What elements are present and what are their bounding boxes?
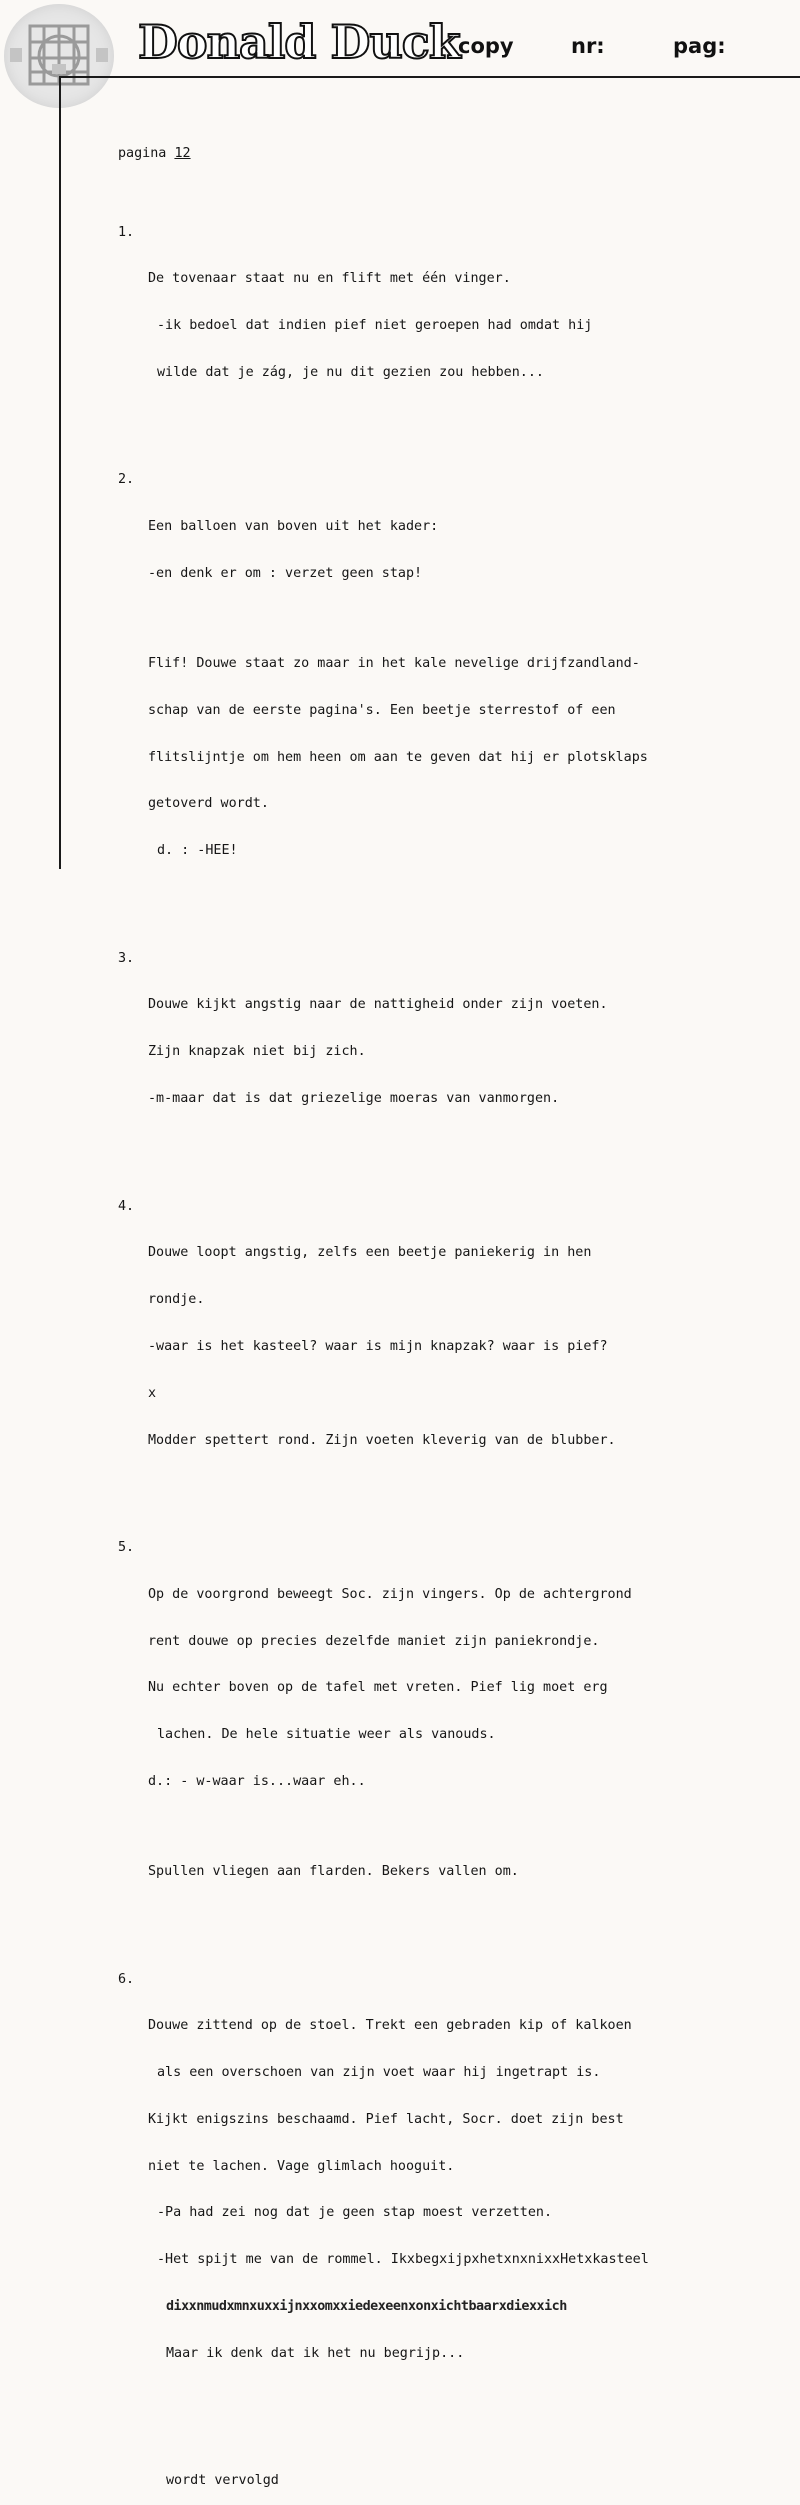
item-line: niet te lachen. Vage glimlach hooguit.: [148, 2158, 455, 2174]
script-item-1: [118, 225, 788, 412]
item-line: flitslijntje om hem heen om aan te geven dat hij er plotsklaps: [148, 749, 648, 765]
item-line: Douwe zittend op de stoel. Trekt een gebraden kip of kalkoen: [148, 2018, 632, 2034]
item-line: Flif! Douwe staat zo maar in het kale nevelige drijfzandland-: [148, 656, 640, 671]
item-line: -waar is het kasteel? waar is mijn knapzak? waar is pief?: [148, 1338, 608, 1354]
header-rule: [60, 76, 800, 78]
item-line: Douwe kijkt angstig naar de nattigheid onder zijn voeten.: [148, 997, 608, 1013]
script-item-5: [118, 1540, 788, 1911]
margin-rule: [59, 76, 61, 869]
item-line: De tovenaar staat nu en flift met één vinger.: [148, 271, 511, 287]
pagina-label: pagina: [118, 146, 167, 162]
item-line: Een balloen van boven uit het kader:: [148, 519, 439, 535]
script-item-6: [118, 1972, 788, 2393]
item-line: getoverd wordt.: [148, 796, 269, 812]
pag-label: pag:: [673, 34, 726, 58]
donald-duck-title: Donald Duck: [138, 15, 460, 69]
item-line: -Pa had zei nog dat je geen stap moest verzetten.: [157, 2205, 553, 2221]
item-number: 2.: [118, 472, 135, 488]
item-line: rent douwe op precies dezelfde maniet zijn paniekrondje.: [148, 1633, 600, 1649]
script-item-4: [118, 1199, 788, 1480]
script-item-3: [118, 951, 788, 1138]
item-line: -m-maar dat is dat griezelige moeras van vanmorgen.: [148, 1091, 560, 1107]
item-number: 5.: [118, 1540, 135, 1556]
letterhead: [0, 0, 800, 108]
item-line: wilde dat je zág, je nu dit gezien zou hebben...: [157, 364, 544, 380]
struck-out-line: dixxnmudxmnxuxxijnxxomxxiedexeenxonxichtbaarxdiexxich: [166, 2298, 567, 2314]
item-line: als een overschoen van zijn voet waar hij ingetrapt is.: [157, 2065, 601, 2081]
pagina-number: 12: [174, 146, 191, 162]
item-line: Douwe loopt angstig, zelfs een beetje paniekerig in hen: [148, 1245, 592, 1261]
nr-label: nr:: [571, 34, 605, 58]
item-number: 6.: [118, 1971, 135, 1987]
item-line: schap van de eerste pagina's. Een beetje sterrestof of een: [148, 702, 616, 718]
item-number: 3.: [118, 950, 135, 966]
item-line: -Het spijt me van de rommel. IkxbegxijpxhetxnxnixxHetxkasteel: [157, 2252, 649, 2268]
item-line: Zijn knapzak niet bij zich.: [148, 1044, 366, 1060]
continued-note: wordt vervolgd: [166, 2473, 279, 2489]
copy-label: copy: [458, 34, 514, 58]
item-line: rondje.: [148, 1292, 205, 1308]
item-line: Maar ik denk dat ik het nu begrijp...: [166, 2345, 465, 2361]
item-number: 4.: [118, 1198, 135, 1214]
page-heading: [118, 146, 788, 162]
item-line: Kijkt enigszins beschaamd. Pief lacht, Socr. doet zijn best: [148, 2111, 624, 2127]
item-line: Nu echter boven op de tafel met vreten. Pief lig moet erg: [148, 1680, 608, 1696]
item-line: Modder spettert rond. Zijn voeten kleverig van de blubber.: [148, 1432, 616, 1448]
item-line: Op de voorgrond beweegt Soc. zijn vingers. Op de achtergrond: [148, 1586, 632, 1602]
script-page: [118, 115, 788, 2505]
script-item-2: [118, 472, 788, 889]
item-line: x: [148, 1385, 157, 1401]
item-number: 1.: [118, 224, 135, 240]
item-line: -ik bedoel dat indien pief niet geroepen had omdat hij: [157, 318, 593, 334]
item-line: -en denk er om : verzet geen stap!: [148, 566, 423, 582]
item-line: d.: - w-waar is...waar eh..: [148, 1773, 366, 1789]
item-line: lachen. De hele situatie weer als vanouds.: [157, 1727, 496, 1743]
item-line: Spullen vliegen aan flarden. Bekers vallen om.: [148, 1863, 519, 1879]
item-line: d. : -HEE!: [157, 843, 238, 859]
